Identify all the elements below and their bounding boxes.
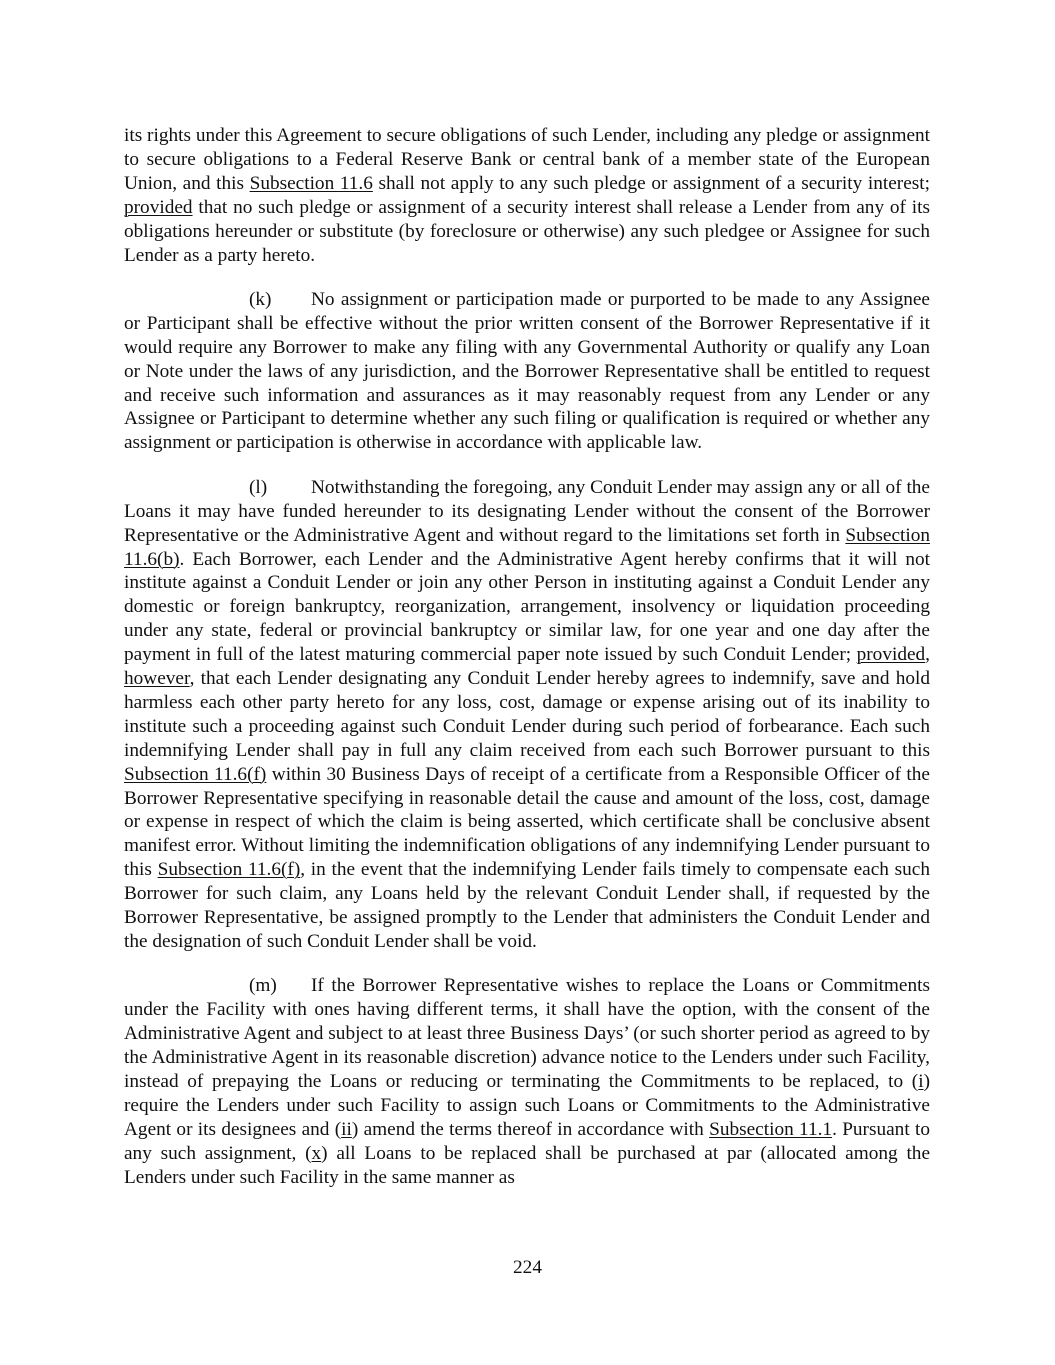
cross-reference: Subsection 11.1 [709,1118,833,1140]
cross-reference: Subsection 11.6(f) [124,763,267,785]
clause-marker: x [311,1142,322,1164]
paragraph-label: (l) [249,476,268,498]
cross-reference: Subsection 11.6(b) [124,524,930,570]
clause-marker: i [918,1071,924,1093]
paragraph-j-continuation: its rights under this Agreement to secure obligations of such Lender, including any pledge or assignment to secure obligations to a Federal Reserve Bank or central bank of a member state of the European Union, and this Subsection 11.6 shall not apply to any such pledge or assignment of a security interest; provided that no such pledge or assignment of a security interest shall release a Lender from any of its obligations hereunder or substitute (by foreclosure or otherwise) any such pledgee or Assignee for such Lender as a party hereto. [124,125,931,266]
page-number: 224 [513,1257,542,1278]
document-page [124,124,930,1210]
cross-reference: Subsection 11.6(f) [157,859,301,881]
paragraph-label: (k) [249,288,272,310]
defined-term: provided [856,644,926,666]
cross-reference: Subsection 11.6 [249,172,373,194]
paragraph-l: (l) Notwithstanding the foregoing, any Conduit Lender may assign any or all of the Loans it may have funded hereunder to its designating Lender without the consent of the Borrower Representative or the Administrative Agent and without regard to the limitations set forth in Subsection 11.6(b). Each Borrower, each Lender and the Administrative Agent hereby confirms that it will not institute against a Conduit Lender or join any other Person in instituting against a Conduit Lender any domestic or foreign bankruptcy, reorganization, arrangement, insolvency or liquidation proceeding under any state, federal or provincial bankruptcy or similar law, for one year and one day after the payment in full of the latest maturing commercial paper note issued by such Conduit Lender; provided, however, that each Lender designating any Conduit Lender hereby agrees to indemnify, save and hold harmless each other party hereto for any loss, cost, damage or expense arising out of its inability to institute such a proceeding against such Conduit Lender during such period of forbearance. Each such indemnifying Lender shall pay in full any claim received from each such Borrower pursuant to this Subsection 11.6(f) within 30 Business Days of receipt of a certificate from a Responsible Officer of the Borrower Representative specifying in reasonable detail the cause and amount of the loss, cost, damage or expense in respect of which the claim is being asserted, which certificate shall be conclusive absent manifest error. Without limiting the indemnification obligations of any indemnifying Lender pursuant to this Subsection 11.6(f), in the event that the indemnifying Lender fails timely to compensate each such Borrower for such claim, any Loans held by the relevant Conduit Lender shall, if requested by the Borrower Representative, be assigned promptly to the Lender that administers the Conduit Lender and the designation of such Conduit Lender shall be void. [124,476,930,952]
paragraph-m: (m) If the Borrower Representative wishes to replace the Loans or Commitments under the Facility with ones having different terms, it shall have the option, with the consent of the Administrative Agent and subject to at least three Business Days’ (or such shorter period as agreed to by the Administrative Agent in its reasonable discretion) advance notice to the Lenders under such Facility, instead of prepaying the Loans or reducing or terminating the Commitments to be replaced, to (i) require the Lenders under such Facility to assign such Loans or Commitments to the Administrative Agent or its designees and (ii) amend the terms thereof in accordance with Subsection 11.1. Pursuant to any such assignment, (x) all Loans to be replaced shall be purchased at par (allocated among the Lenders under such Facility in the same manner as [124,975,931,1188]
paragraph-label: (m) [249,975,277,997]
defined-term: provided [124,196,193,218]
clause-marker: ii [341,1118,352,1140]
paragraph-k: (k) No assignment or participation made or purported to be made to any Assignee or Participant shall be effective without the prior written consent of the Borrower Representative if it would require any Borrower to make any filing with any Governmental Authority or qualify any Loan or Note under the laws of any jurisdiction, and the Borrower Representative shall be entitled to request and receive such information and assurances as it may reasonably request from any Lender or any Assignee or Participant to determine whether any such filing or qualification is required or whether any assignment or participation is otherwise in accordance with applicable law. [124,288,930,454]
defined-term: however [124,668,190,690]
